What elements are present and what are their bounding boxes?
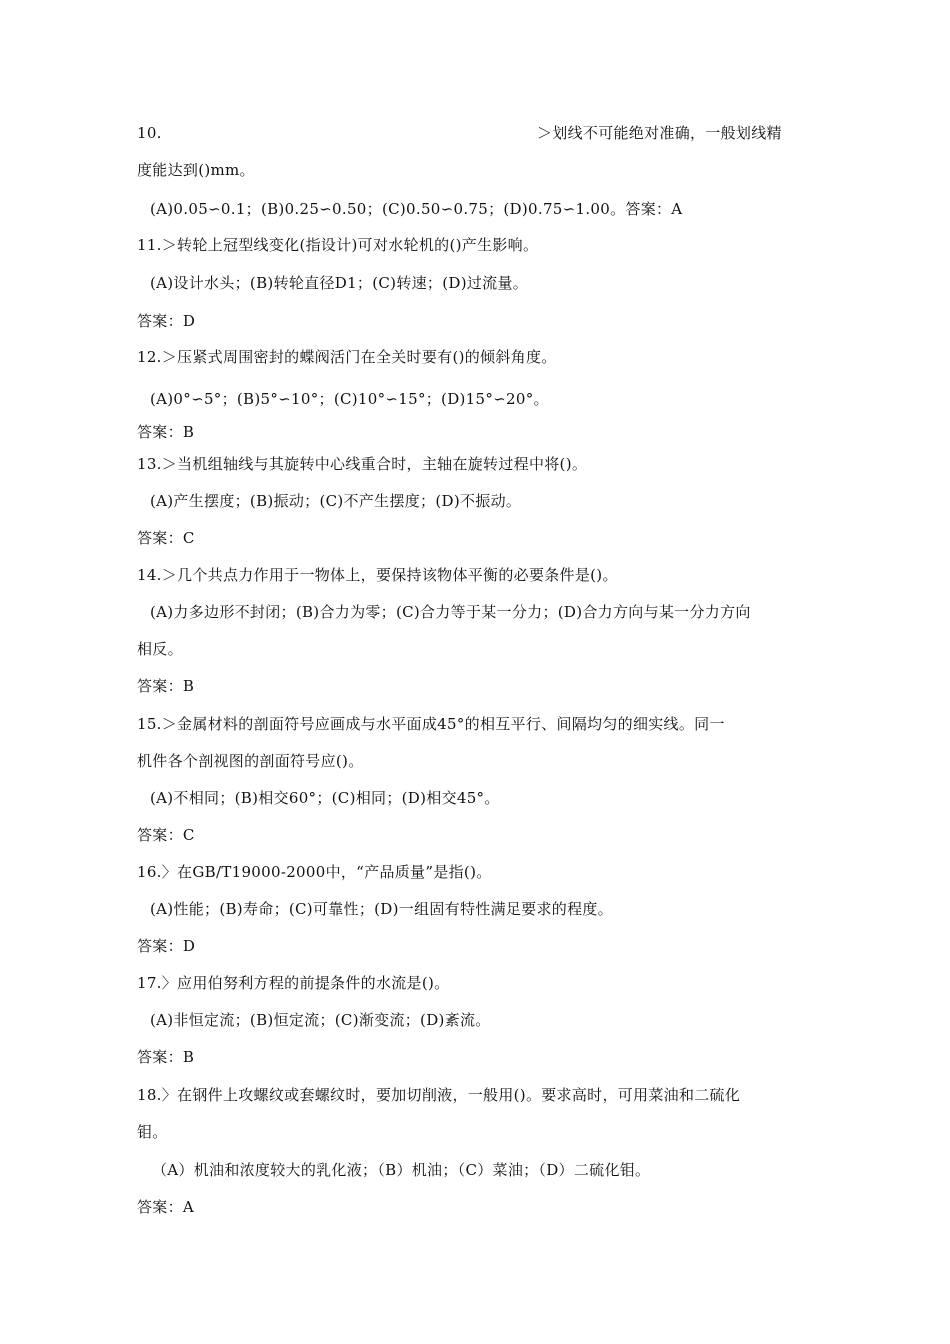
question-10-stem: ＞划线不可能绝对准确，一般划线精 bbox=[537, 124, 782, 142]
question-16-answer: 答案：D bbox=[137, 937, 196, 955]
question-15-options: (A)不相同；(B)相交60°；(C)相同；(D)相交45°。 bbox=[150, 789, 500, 807]
question-18-stem-cont: 钼。 bbox=[137, 1123, 168, 1141]
question-10-options: (A)0.05∽0.1；(B)0.25∽0.50；(C)0.50∽0.75；(D)0.75∽1.00。答案：A bbox=[150, 200, 683, 218]
question-12-stem: 12.＞压紧式周围密封的蝶阀活门在全关时要有()的倾斜角度。 bbox=[137, 348, 557, 366]
question-12-answer: 答案：B bbox=[137, 423, 195, 441]
question-15-stem-cont: 机件各个剖视图的剖面符号应()。 bbox=[137, 752, 364, 770]
question-18-answer: 答案：A bbox=[137, 1198, 195, 1216]
question-10-number: 10. bbox=[137, 124, 162, 142]
question-13-answer: 答案：C bbox=[137, 529, 195, 547]
question-12-options: (A)0°∽5°；(B)5°∽10°；(C)10°∽15°；(D)15°∽20°。 bbox=[150, 390, 549, 408]
question-17-answer: 答案：B bbox=[137, 1048, 195, 1066]
question-11-options: (A)设计水头；(B)转轮直径D1；(C)转速；(D)过流量。 bbox=[150, 274, 529, 292]
question-14-stem: 14.＞几个共点力作用于一物体上，要保持该物体平衡的必要条件是()。 bbox=[137, 566, 618, 584]
question-14-options: (A)力多边形不封闭；(B)合力为零；(C)合力等于某一分力；(D)合力方向与某一分力方向 bbox=[150, 603, 751, 621]
question-11-stem: 11.＞转轮上冠型线变化(指设计)可对水轮机的()产生影响。 bbox=[137, 236, 539, 254]
question-10-stem-cont: 度能达到()mm。 bbox=[137, 161, 255, 179]
question-17-options: (A)非恒定流；(B)恒定流；(C)渐变流；(D)紊流。 bbox=[150, 1011, 491, 1029]
question-13-stem: 13.＞当机组轴线与其旋转中心线重合时，主轴在旋转过程中将()。 bbox=[137, 455, 588, 473]
question-17-stem: 17.〉应用伯努利方程的前提条件的水流是()。 bbox=[137, 974, 450, 992]
question-16-stem: 16.〉在GB/T19000-2000中，“产品质量”是指()。 bbox=[137, 863, 492, 881]
question-14-options-cont: 相反。 bbox=[137, 640, 183, 658]
question-16-options: (A)性能；(B)寿命；(C)可靠性；(D)一组固有特性满足要求的程度。 bbox=[150, 900, 613, 918]
question-18-options: （A）机油和浓度较大的乳化液；（B）机油；（C）菜油；（D）二硫化钼。 bbox=[152, 1161, 651, 1179]
question-13-options: (A)产生摆度；(B)振动；(C)不产生摆度；(D)不振动。 bbox=[150, 492, 522, 510]
question-11-answer: 答案：D bbox=[137, 312, 196, 330]
question-15-stem: 15.＞金属材料的剖面符号应画成与水平面成45°的相互平行、间隔均匀的细实线。同一 bbox=[137, 715, 725, 733]
question-14-answer: 答案：B bbox=[137, 677, 195, 695]
question-15-answer: 答案：C bbox=[137, 826, 195, 844]
question-18-stem: 18.〉在钢件上攻螺纹或套螺纹时，要加切削液，一般用()。要求高时，可用菜油和二硫化 bbox=[137, 1086, 741, 1104]
